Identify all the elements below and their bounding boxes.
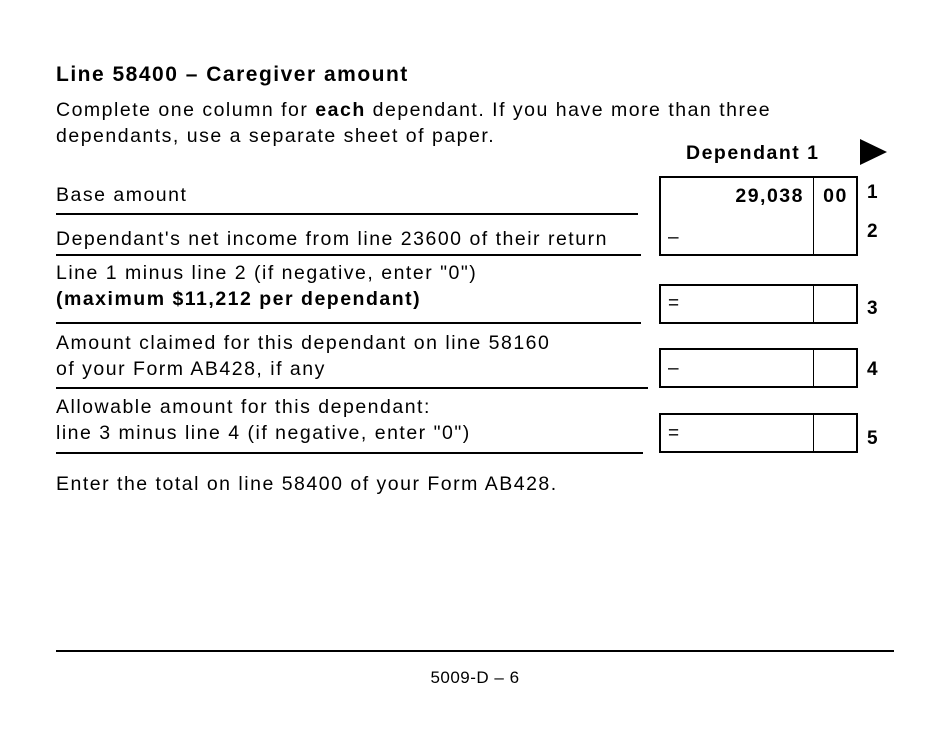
line-5-label-1: Allowable amount for this dependant: — [56, 396, 431, 418]
line-3-cents-divider — [813, 284, 814, 324]
dependant-column-header: Dependant 1 — [686, 142, 820, 164]
line-2-sign: – — [668, 227, 679, 248]
line-4-label — [56, 330, 550, 382]
line-1-cents: 00 — [823, 185, 848, 207]
line-4-label-2: of your Form AB428, if any — [56, 358, 326, 380]
line-3-sign: = — [668, 293, 680, 314]
page-title: Line 58400 – Caregiver amount — [56, 63, 409, 86]
page-number: 5009-D – 6 — [430, 668, 520, 687]
closing-instruction: Enter the total on line 58400 of your Form AB428. — [56, 473, 558, 495]
line-3-label-2: (maximum $11,212 per dependant) — [56, 288, 422, 310]
line-5-amount-box[interactable] — [659, 413, 858, 453]
line-3-rule — [56, 322, 641, 324]
line-2-rule — [56, 254, 641, 256]
line-3-label-1: Line 1 minus line 2 (if negative, enter "0") — [56, 262, 478, 284]
line-4-number: 4 — [867, 359, 878, 380]
intro-line-1 — [56, 97, 771, 123]
line-4-cents-divider — [813, 348, 814, 388]
line-5-sign: = — [668, 423, 680, 444]
intro-part1: Complete one column for — [56, 99, 316, 121]
intro-line-2: dependants, use a separate sheet of paper. — [56, 125, 496, 147]
line-2-label: Dependant's net income from line 23600 of their return — [56, 228, 608, 250]
intro-text — [56, 97, 771, 149]
line-3-amount-box[interactable] — [659, 284, 858, 324]
line-2-amount-box[interactable] — [659, 214, 858, 256]
line-5-label — [56, 394, 471, 446]
line-3-label — [56, 260, 477, 312]
line-5-cents-divider — [813, 413, 814, 453]
intro-part2: dependant. If you have more than three — [365, 99, 772, 121]
cents-divider — [813, 176, 814, 256]
line-5-number: 5 — [867, 428, 878, 449]
line-4-sign: – — [668, 358, 679, 379]
line-4-rule — [56, 387, 648, 389]
line-2-number: 2 — [867, 221, 878, 242]
footer-rule — [56, 650, 894, 652]
line-4-label-1: Amount claimed for this dependant on line 58160 — [56, 332, 551, 354]
line-5-rule — [56, 452, 643, 454]
line-1-rule — [56, 213, 638, 215]
line-1-dollars: 29,038 — [735, 185, 804, 207]
line-1-label: Base amount — [56, 184, 188, 206]
right-arrow-icon — [860, 139, 887, 165]
line-5-label-2: line 3 minus line 4 (if negative, enter "0") — [56, 422, 471, 444]
line-4-amount-box[interactable] — [659, 348, 858, 388]
line-1-number: 1 — [867, 182, 878, 203]
line-3-number: 3 — [867, 298, 878, 319]
intro-bold: each — [315, 99, 366, 121]
